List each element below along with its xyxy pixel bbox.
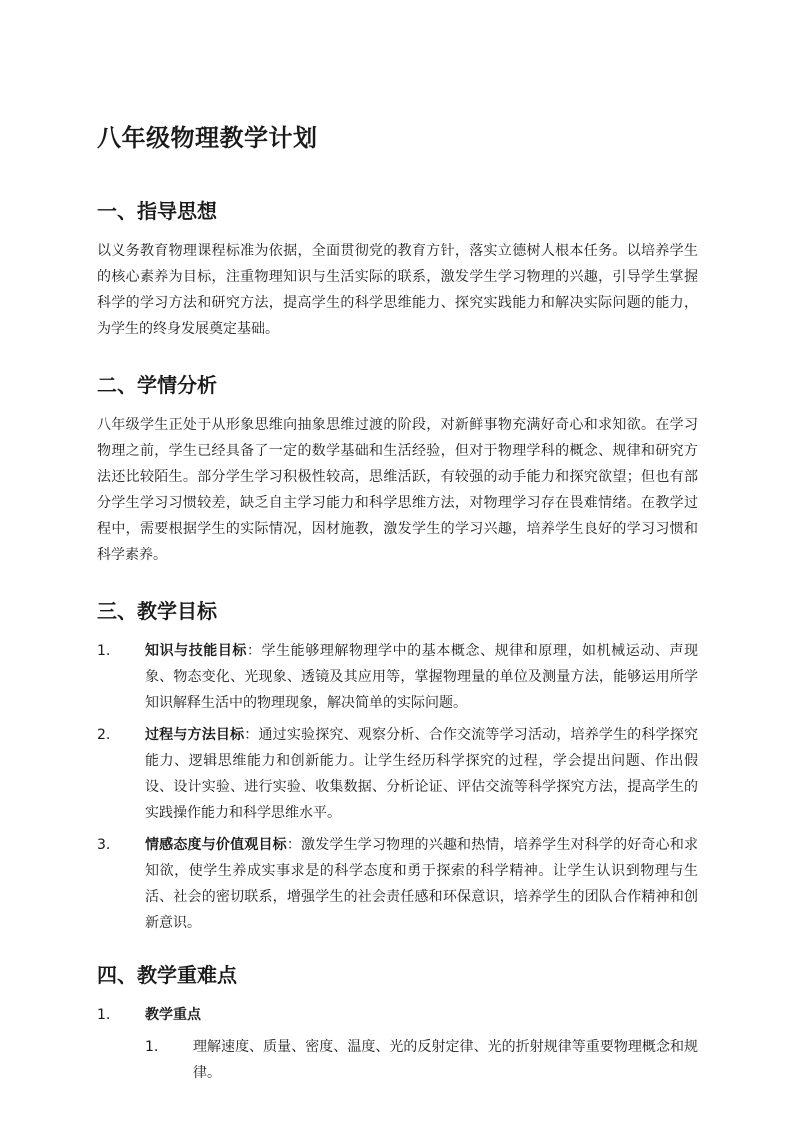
list-item <box>97 832 698 936</box>
keypoint-label: 教学重点 <box>145 1007 201 1023</box>
section-student-analysis <box>97 368 698 568</box>
list-number: 3. <box>97 837 111 853</box>
goal-label: 知识与技能目标 <box>145 643 247 659</box>
sub-list-item <box>145 1034 698 1086</box>
section-guiding-ideology <box>97 194 698 342</box>
keypoints-list <box>97 1002 698 1086</box>
goal-label: 过程与方法目标 <box>145 727 245 743</box>
goal-text: ：通过实验探究、观察分析、合作交流等学习活动，培养学生的科学探究能力、逻辑思维能力和创新能力。让学生经历科学探究的过程，学会提出问题、作出假设、设计实验、进行实验、收集数据、分析论证、评估交流等科学探究方法，提高学生的实践操作能力和科学思维水平。 <box>145 727 699 821</box>
list-item <box>97 638 698 716</box>
section-teaching-goals <box>97 594 698 936</box>
list-number: 2. <box>97 727 111 743</box>
goal-text: ：学生能够理解物理学中的基本概念、规律和原理，如机械运动、声现象、物态变化、光现象、透镜及其应用等，掌握物理量的单位及测量方法，能够运用所学知识解释生活中的物理现象，解决简单的实际问题。 <box>145 643 699 711</box>
section-heading: 二、学情分析 <box>97 373 217 397</box>
sub-list-number: 1. <box>145 1039 159 1055</box>
goals-list <box>97 638 698 936</box>
goal-text: ：激发学生学习物理的兴趣和热情，培养学生对科学的好奇心和求知欲，使学生养成实事求是的科学态度和勇于探索的科学精神。让学生认识到物理与生活、社会的密切联系，增强学生的社会责任感和环保意识，培养学生的团队合作精神和创新意识。 <box>145 837 698 931</box>
section-key-difficult-points <box>97 958 698 1086</box>
sub-list <box>145 1034 698 1086</box>
goal-label: 情感态度与价值观目标 <box>145 837 287 853</box>
list-item <box>97 722 698 826</box>
section-heading: 三、教学目标 <box>97 599 217 623</box>
list-item <box>97 1002 698 1086</box>
section-body: 八年级学生正处于从形象思维向抽象思维过渡的阶段，对新鲜事物充满好奇心和求知欲。在学习物理之前，学生已经具备了一定的数学基础和生活经验，但对于物理学科的概念、规律和研究方法还比较陌生。部分学生学习积极性较高，思维活跃，有较强的动手能力和探究欲望；但也有部分学生学习习惯较差，缺乏自主学习能力和科学思维方法，对物理学习存在畏难情绪。在教学过程中，需要根据学生的实际情况，因材施教，激发学生的学习兴趣，培养学生良好的学习习惯和科学素养。 <box>97 417 698 563</box>
section-body: 以义务教育物理课程标准为依据，全面贯彻党的教育方针，落实立德树人根本任务。以培养学生的核心素养为目标，注重物理知识与生活实际的联系，激发学生学习物理的兴趣，引导学生掌握科学的学习方法和研究方法，提高学生的科学思维能力、探究实践能力和解决实际问题的能力，为学生的终身发展奠定基础。 <box>97 243 698 337</box>
sub-item-text: 理解速度、质量、密度、温度、光的反射定律、光的折射规律等重要物理概念和规律。 <box>193 1039 698 1081</box>
section-heading: 四、教学重难点 <box>97 963 237 987</box>
list-number: 1. <box>97 643 111 659</box>
document-title: 八年级物理教学计划 <box>97 124 318 152</box>
list-number: 1. <box>97 1007 111 1023</box>
section-heading: 一、指导思想 <box>97 199 217 223</box>
